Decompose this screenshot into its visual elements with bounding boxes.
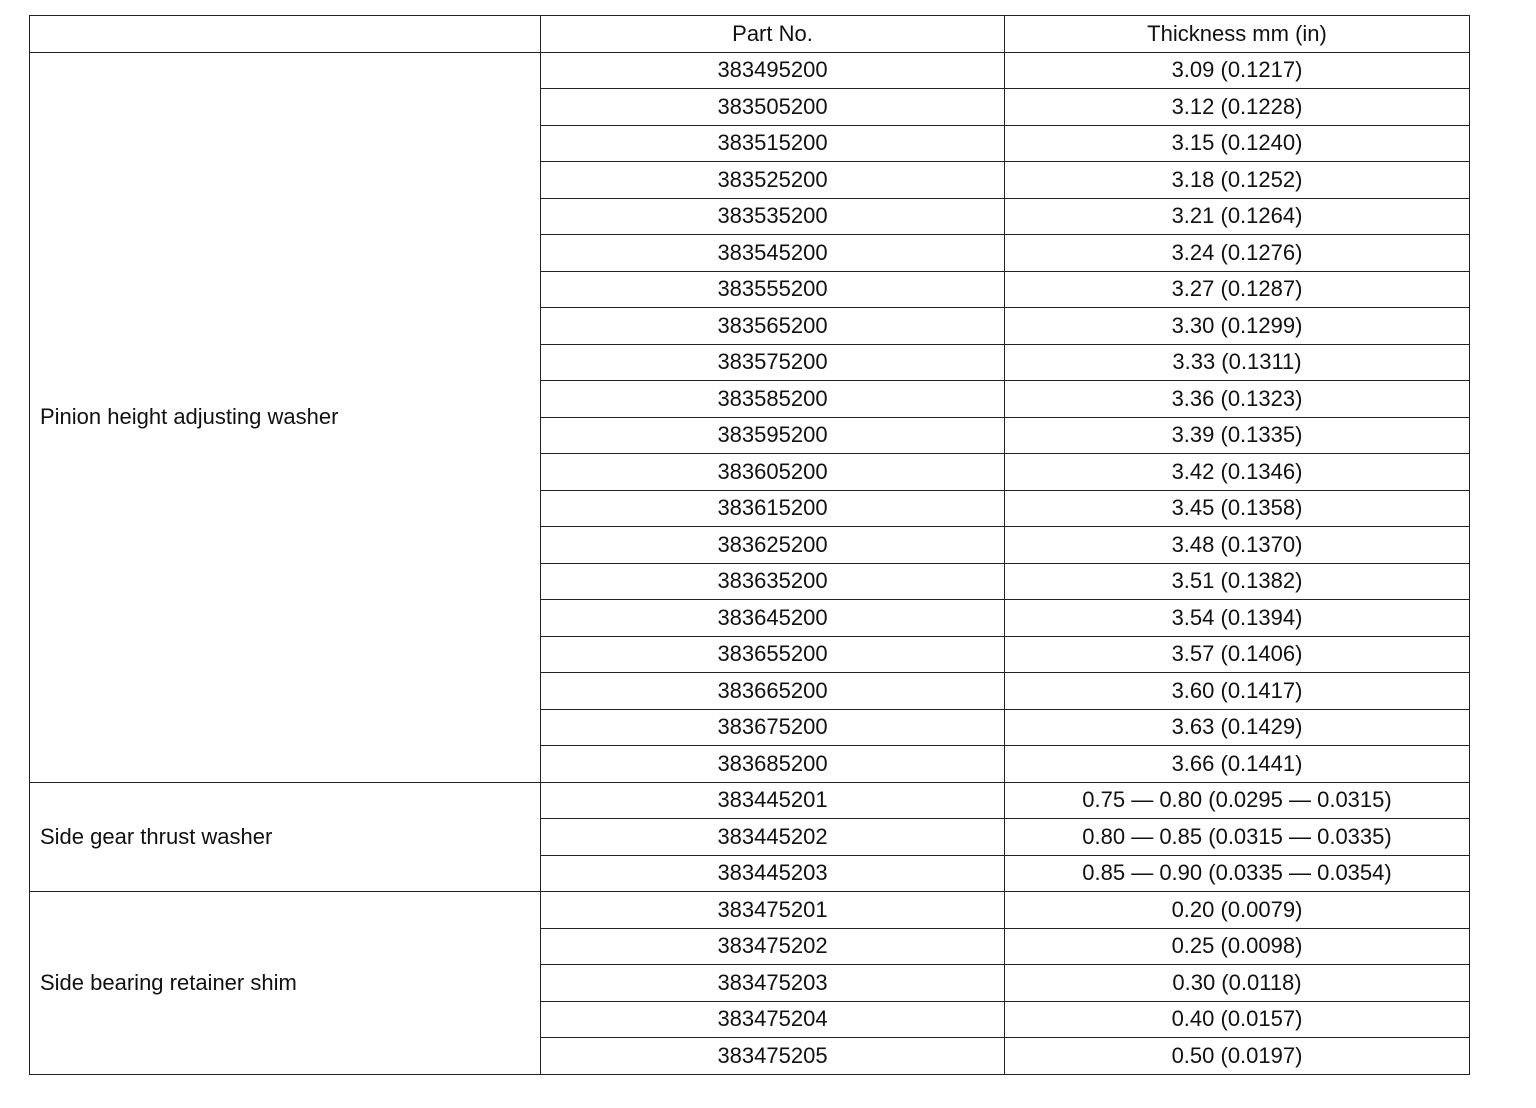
thickness-cell: 3.39 (0.1335) [1005,417,1470,454]
thickness-cell: 3.27 (0.1287) [1005,271,1470,308]
part-name-cell: Pinion height adjusting washer [30,52,541,782]
part-number-cell: 383475201 [541,892,1005,929]
part-number-cell: 383655200 [541,636,1005,673]
part-number-cell: 383575200 [541,344,1005,381]
part-number-cell: 383475204 [541,1001,1005,1038]
thickness-cell: 3.18 (0.1252) [1005,162,1470,199]
part-number-cell: 383475202 [541,928,1005,965]
part-number-cell: 383475205 [541,1038,1005,1075]
header-row [30,16,1470,53]
part-number-cell: 383585200 [541,381,1005,418]
part-number-cell: 383545200 [541,235,1005,272]
part-number-cell: 383685200 [541,746,1005,783]
thickness-cell: 0.20 (0.0079) [1005,892,1470,929]
part-number-cell: 383565200 [541,308,1005,345]
thickness-cell: 3.33 (0.1311) [1005,344,1470,381]
part-number-cell: 383535200 [541,198,1005,235]
spec-table [29,15,1470,1075]
header-part-no-cell: Part No. [541,16,1005,53]
thickness-cell: 3.60 (0.1417) [1005,673,1470,710]
thickness-cell: 3.42 (0.1346) [1005,454,1470,491]
part-number-cell: 383525200 [541,162,1005,199]
part-number-cell: 383595200 [541,417,1005,454]
table-row [30,52,1470,89]
part-number-cell: 383635200 [541,563,1005,600]
thickness-cell: 3.66 (0.1441) [1005,746,1470,783]
part-number-cell: 383615200 [541,490,1005,527]
thickness-cell: 3.21 (0.1264) [1005,198,1470,235]
part-number-cell: 383495200 [541,52,1005,89]
thickness-cell: 0.85 — 0.90 (0.0335 — 0.0354) [1005,855,1470,892]
part-number-cell: 383555200 [541,271,1005,308]
part-number-cell: 383605200 [541,454,1005,491]
part-number-cell: 383665200 [541,673,1005,710]
thickness-cell: 3.45 (0.1358) [1005,490,1470,527]
spec-table-body [30,16,1470,1075]
header-part-cell [30,16,541,53]
thickness-cell: 3.36 (0.1323) [1005,381,1470,418]
table-row [30,782,1470,819]
part-number-cell: 383645200 [541,600,1005,637]
part-number-cell: 383445203 [541,855,1005,892]
thickness-cell: 0.30 (0.0118) [1005,965,1470,1002]
part-number-cell: 383445202 [541,819,1005,856]
part-number-cell: 383505200 [541,89,1005,126]
part-number-cell: 383445201 [541,782,1005,819]
thickness-cell: 3.30 (0.1299) [1005,308,1470,345]
thickness-cell: 3.09 (0.1217) [1005,52,1470,89]
thickness-cell: 3.15 (0.1240) [1005,125,1470,162]
thickness-cell: 3.63 (0.1429) [1005,709,1470,746]
thickness-cell: 0.50 (0.0197) [1005,1038,1470,1075]
thickness-cell: 0.80 — 0.85 (0.0315 — 0.0335) [1005,819,1470,856]
thickness-cell: 3.12 (0.1228) [1005,89,1470,126]
thickness-cell: 3.24 (0.1276) [1005,235,1470,272]
table-row [30,892,1470,929]
part-number-cell: 383475203 [541,965,1005,1002]
thickness-cell: 0.25 (0.0098) [1005,928,1470,965]
part-number-cell: 383675200 [541,709,1005,746]
header-thickness-cell: Thickness mm (in) [1005,16,1470,53]
thickness-cell: 3.57 (0.1406) [1005,636,1470,673]
thickness-cell: 0.40 (0.0157) [1005,1001,1470,1038]
thickness-cell: 3.54 (0.1394) [1005,600,1470,637]
part-name-cell: Side bearing retainer shim [30,892,541,1075]
part-name-cell: Side gear thrust washer [30,782,541,892]
thickness-cell: 3.51 (0.1382) [1005,563,1470,600]
thickness-cell: 0.75 — 0.80 (0.0295 — 0.0315) [1005,782,1470,819]
part-number-cell: 383515200 [541,125,1005,162]
part-number-cell: 383625200 [541,527,1005,564]
thickness-cell: 3.48 (0.1370) [1005,527,1470,564]
